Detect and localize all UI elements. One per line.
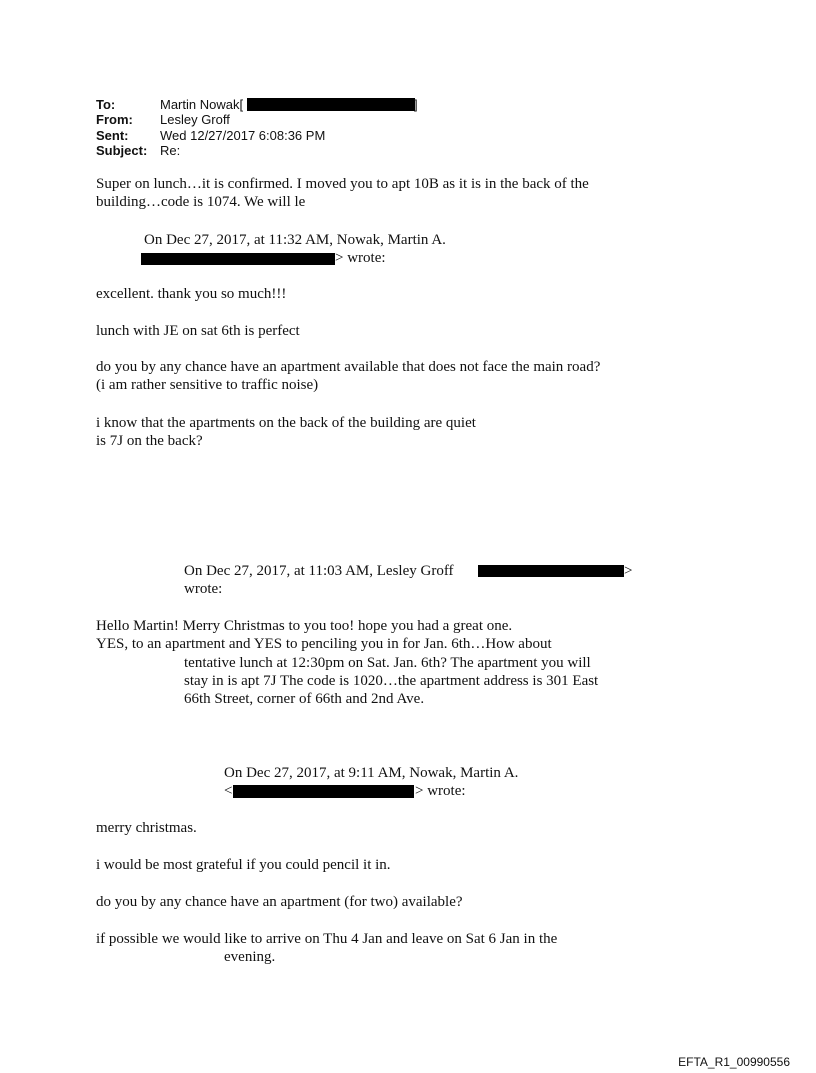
subject-label: Subject:: [96, 143, 148, 158]
from-label: From:: [96, 112, 133, 127]
to-close-bracket: [414, 97, 418, 112]
message-paragraph: evening.: [224, 949, 276, 965]
message-paragraph: i know that the apartments on the back of the building are quiet: [96, 415, 476, 431]
message-paragraph: do you by any chance have an apartment (for two) available?: [96, 894, 463, 910]
message-paragraph: is 7J on the back?: [96, 433, 203, 449]
message-paragraph: tentative lunch at 12:30pm on Sat. Jan. 6th? The apartment you will: [184, 655, 591, 671]
message-paragraph: i would be most grateful if you could pencil it in.: [96, 857, 391, 873]
quote-header: >: [624, 563, 633, 579]
to-label: To:: [96, 97, 116, 112]
message-paragraph: YES, to an apartment and YES to penciling you in for Jan. 6th…How about: [96, 636, 552, 652]
reply-line: building…code is 1074. We will le: [96, 194, 306, 210]
redaction-bar: [247, 98, 415, 111]
message-paragraph: merry christmas.: [96, 820, 197, 836]
message-paragraph: stay in is apt 7J The code is 1020…the apartment address is 301 East: [184, 673, 599, 689]
message-paragraph: if possible we would like to arrive on Thu 4 Jan and leave on Sat 6 Jan in the: [96, 931, 558, 947]
quote-header: wrote:: [184, 581, 223, 597]
message-paragraph: do you by any chance have an apartment available that does not face the main road?: [96, 359, 601, 375]
redaction-bar: [141, 253, 335, 265]
quote-header: > wrote:: [335, 250, 386, 266]
quote-header: On Dec 27, 2017, at 11:03 AM, Lesley Groff: [184, 563, 454, 579]
to-value: Martin Nowak[: [160, 97, 244, 112]
message-paragraph: lunch with JE on sat 6th is perfect: [96, 323, 300, 339]
quote-header: On Dec 27, 2017, at 9:11 AM, Nowak, Martin A.: [224, 765, 519, 781]
quote-header: On Dec 27, 2017, at 11:32 AM, Nowak, Martin A.: [144, 232, 446, 248]
reply-line: Super on lunch…it is confirmed. I moved you to apt 10B as it is in the back of the: [96, 176, 589, 192]
to-close: ]: [414, 97, 418, 112]
from-value: Lesley Groff: [160, 112, 230, 127]
quote-header: <: [224, 783, 233, 799]
sent-label: Sent:: [96, 128, 129, 143]
message-paragraph: 66th Street, corner of 66th and 2nd Ave.: [184, 691, 425, 707]
subject-value: Re:: [160, 143, 181, 158]
message-paragraph: excellent. thank you so much!!!: [96, 286, 287, 302]
quote-header: > wrote:: [415, 783, 466, 799]
message-paragraph: (i am rather sensitive to traffic noise): [96, 377, 319, 393]
message-paragraph: Hello Martin! Merry Christmas to you too! hope you had a great one.: [96, 618, 513, 634]
redaction-bar: [233, 785, 414, 798]
document-id: EFTA_R1_00990556: [678, 1055, 790, 1069]
redaction-bar: [478, 565, 624, 577]
sent-value: Wed 12/27/2017 6:08:36 PM: [160, 128, 326, 143]
